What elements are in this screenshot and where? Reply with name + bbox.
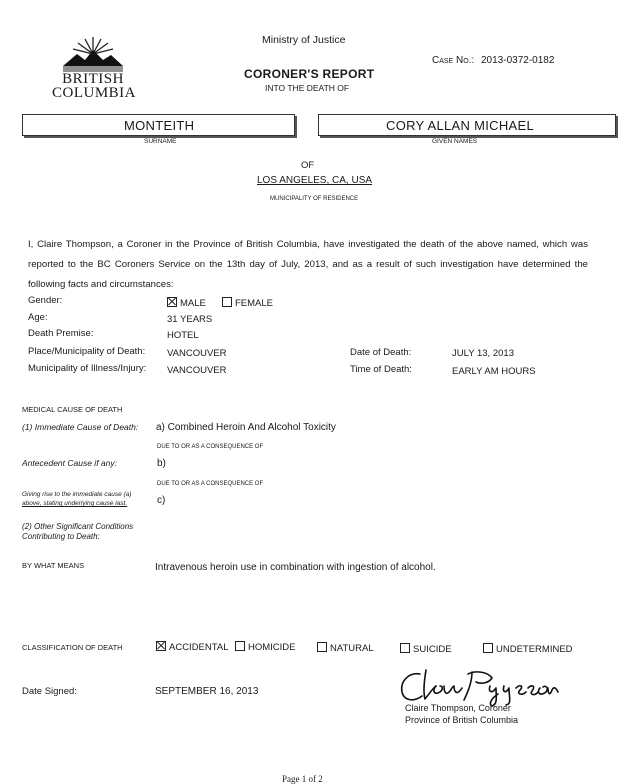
undetermined-checkbox (483, 643, 493, 653)
male-checkbox (167, 297, 177, 307)
suicide-checkbox (400, 643, 410, 653)
place-of-death-label: Place/Municipality of Death: (28, 346, 146, 357)
suicide-label: SUICIDE (413, 644, 452, 655)
date-signed-value: SEPTEMBER 16, 2013 (155, 686, 259, 697)
time-of-death-value: EARLY AM HOURS (452, 366, 536, 377)
antecedent-cause-c: c) (157, 495, 166, 506)
report-title: CORONER'S REPORT (244, 67, 375, 81)
natural-checkbox (317, 642, 327, 652)
other-conditions-label-1: (2) Other Significant Conditions (22, 522, 134, 531)
giving-rise-label-1: Giving rise to the immediate cause (a) (22, 491, 132, 498)
antecedent-cause-label: Antecedent Cause if any: (22, 458, 117, 468)
gender-label: Gender: (28, 295, 63, 306)
logo-line-1: BRITISH (62, 71, 124, 87)
date-of-death-label: Date of Death: (350, 347, 412, 358)
by-what-means-label: BY WHAT MEANS (22, 561, 85, 570)
by-what-means-value: Intravenous heroin use in combination with ingestion of alcohol. (155, 562, 436, 573)
medical-cause-heading: MEDICAL CAUSE OF DEATH (22, 405, 123, 414)
age-value: 31 YEARS (167, 314, 213, 325)
male-label: MALE (180, 298, 206, 309)
premise-label: Death Premise: (28, 328, 94, 339)
residence-label: MUNICIPALITY OF RESIDENCE (270, 196, 359, 202)
accidental-checkbox (156, 641, 166, 651)
classification-homicide (235, 641, 296, 653)
immediate-cause-label: (1) Immediate Cause of Death: (22, 422, 139, 432)
bc-logo (52, 34, 137, 102)
undetermined-label: UNDETERMINED (496, 644, 573, 655)
coroner-name: Claire Thompson, Coroner (405, 703, 511, 713)
female-checkbox (222, 297, 232, 307)
surname-label: SURNAME (144, 138, 177, 145)
date-signed-label: Date Signed: (22, 686, 77, 697)
antecedent-cause-b: b) (157, 458, 166, 469)
given-names-label: GIVEN NAMES (432, 138, 478, 145)
page-number: Page 1 of 2 (282, 774, 323, 784)
given-names-value: CORY ALLAN MICHAEL (386, 118, 534, 133)
classification-label: CLASSIFICATION OF DEATH (22, 643, 123, 652)
classification-undetermined (483, 643, 573, 655)
age-label: Age: (28, 312, 48, 323)
homicide-label: HOMICIDE (248, 642, 296, 653)
illness-municipality-value: VANCOUVER (167, 365, 227, 376)
immediate-cause-value: a) Combined Heroin And Alcohol Toxicity (156, 422, 336, 433)
time-of-death-label: Time of Death: (350, 364, 412, 375)
of-label: OF (301, 160, 315, 171)
surname-value: MONTEITH (124, 118, 195, 133)
residence-place: LOS ANGELES, CA, USA (257, 175, 373, 186)
natural-label: NATURAL (330, 643, 374, 654)
accidental-label: ACCIDENTAL (169, 642, 229, 653)
date-of-death-value: JULY 13, 2013 (452, 348, 514, 359)
case-number: 2013-0372-0182 (481, 55, 555, 66)
due-to-label-1: DUE TO OR AS A CONSEQUENCE OF (157, 444, 264, 450)
due-to-label-2: DUE TO OR AS A CONSEQUENCE OF (157, 481, 264, 487)
gender-female-option (222, 297, 273, 309)
classification-natural (317, 642, 374, 654)
giving-rise-label-2: above, stating underlying cause last. (22, 500, 128, 507)
handwritten-signature (396, 664, 560, 708)
gender-male-option (167, 297, 206, 309)
classification-suicide (400, 643, 452, 655)
place-of-death-value: VANCOUVER (167, 348, 227, 359)
coroner-province: Province of British Columbia (405, 715, 519, 725)
homicide-checkbox (235, 641, 245, 651)
sun-mountain-icon (63, 34, 123, 72)
classification-accidental (156, 641, 228, 653)
premise-value: HOTEL (167, 330, 199, 341)
female-label: FEMALE (235, 298, 274, 309)
logo-line-2: COLUMBIA (52, 85, 137, 101)
ministry-label: Ministry of Justice (262, 34, 346, 46)
other-conditions-label-2: Contributing to Death: (22, 532, 100, 541)
case-label: Case No.: (432, 55, 475, 66)
illness-municipality-label: Municipality of Illness/Injury: (28, 363, 147, 374)
coroner-statement: I, Claire Thompson, a Coroner in the Province of British Columbia, have investigated the death of the above named, which was reported to the BC Coroners Service on the 13th day of July, 2013, and as a result of such investigation have determined the following facts and circumstances: (28, 239, 588, 290)
report-subtitle: INTO THE DEATH OF (265, 83, 350, 93)
